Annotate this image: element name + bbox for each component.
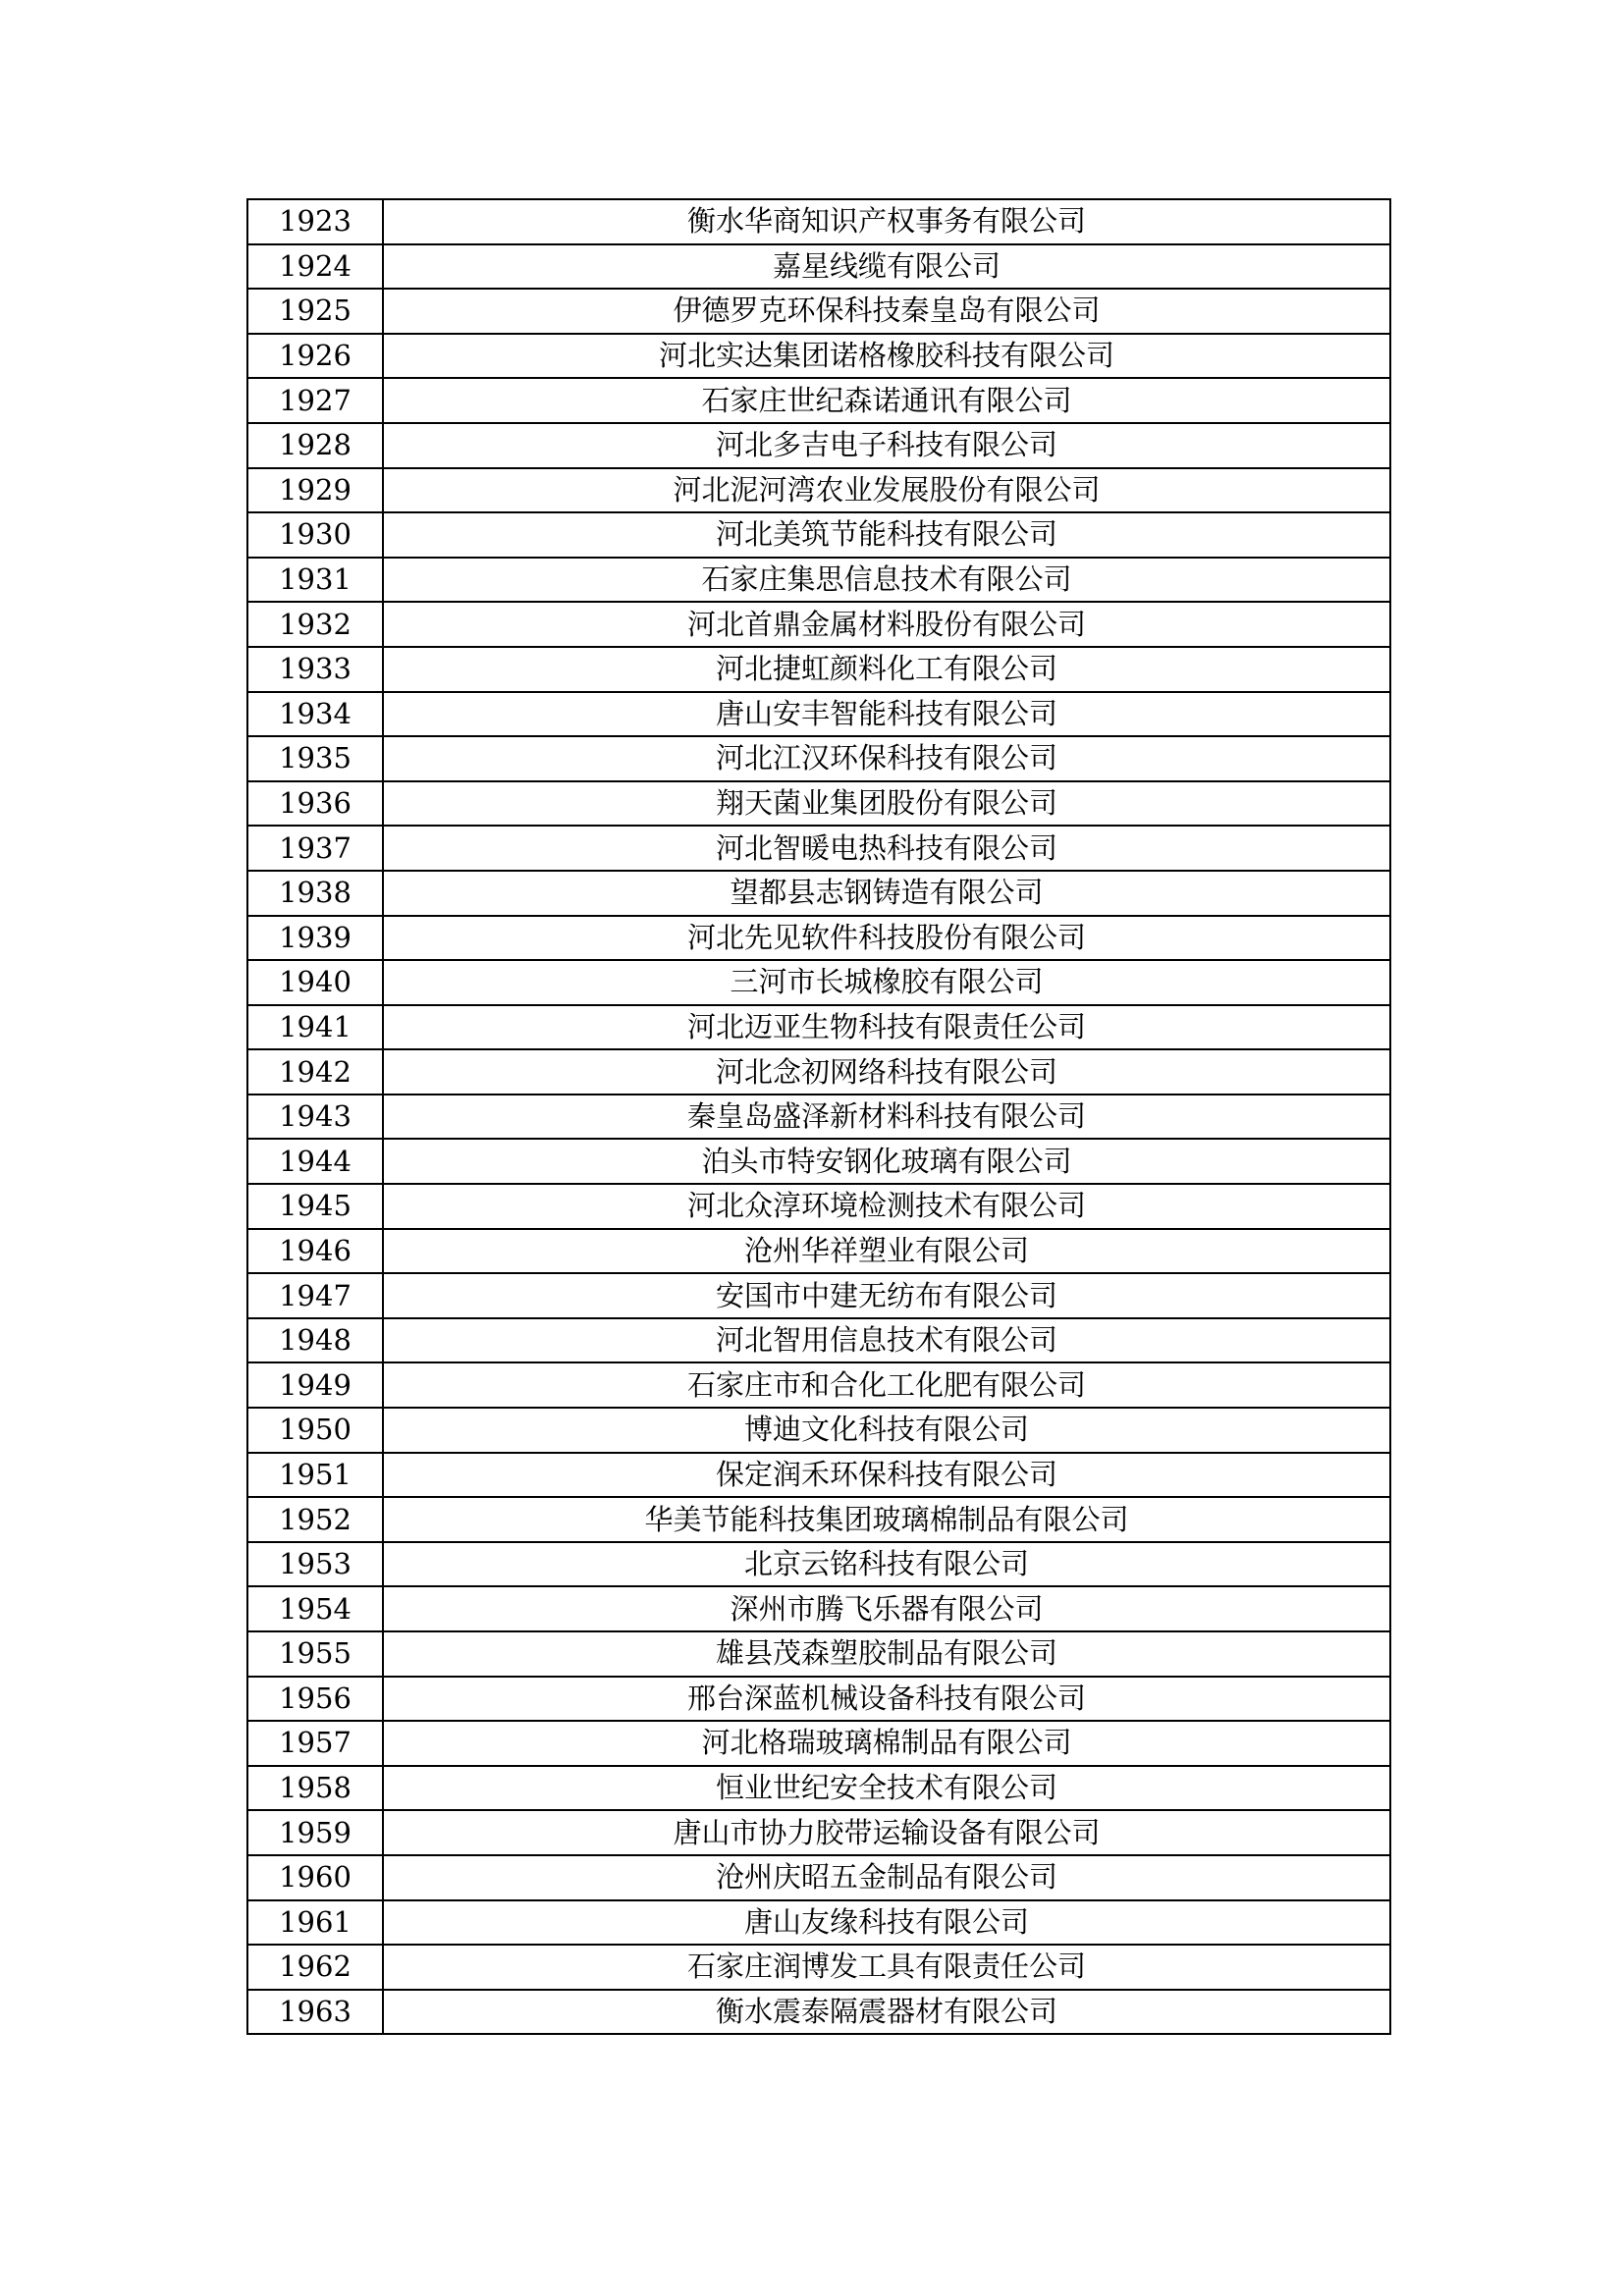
company-name-cell: 恒业世纪安全技术有限公司 (383, 1766, 1390, 1811)
row-number-cell: 1945 (247, 1184, 383, 1229)
row-number-cell: 1936 (247, 781, 383, 827)
row-number-cell: 1939 (247, 916, 383, 961)
table-row (247, 1005, 1390, 1050)
company-name-cell: 华美节能科技集团玻璃棉制品有限公司 (383, 1497, 1390, 1542)
company-name-cell: 河北捷虹颜料化工有限公司 (383, 647, 1390, 692)
table-row (247, 1497, 1390, 1542)
table-row (247, 334, 1390, 379)
company-name-cell: 河北念初网络科技有限公司 (383, 1049, 1390, 1095)
table-row (247, 512, 1390, 558)
table-row (247, 1362, 1390, 1408)
row-number-cell: 1963 (247, 1990, 383, 2035)
row-number-cell: 1924 (247, 244, 383, 290)
row-number-cell: 1925 (247, 289, 383, 334)
row-number-cell: 1928 (247, 423, 383, 468)
company-name-cell: 石家庄集思信息技术有限公司 (383, 558, 1390, 603)
company-name-cell: 唐山市协力胶带运输设备有限公司 (383, 1810, 1390, 1855)
row-number-cell: 1940 (247, 960, 383, 1005)
row-number-cell: 1930 (247, 512, 383, 558)
table-row (247, 1945, 1390, 1990)
row-number-cell: 1929 (247, 468, 383, 513)
table-row (247, 1721, 1390, 1766)
table-row (247, 1229, 1390, 1274)
company-name-cell: 河北智暖电热科技有限公司 (383, 826, 1390, 871)
company-name-cell: 河北迈亚生物科技有限责任公司 (383, 1005, 1390, 1050)
company-table-body (247, 199, 1390, 2034)
company-name-cell: 石家庄世纪森诺通讯有限公司 (383, 378, 1390, 423)
table-row (247, 423, 1390, 468)
company-name-cell: 翔天菌业集团股份有限公司 (383, 781, 1390, 827)
company-name-cell: 河北众淳环境检测技术有限公司 (383, 1184, 1390, 1229)
row-number-cell: 1957 (247, 1721, 383, 1766)
row-number-cell: 1962 (247, 1945, 383, 1990)
row-number-cell: 1950 (247, 1408, 383, 1453)
company-name-cell: 衡水震泰隔震器材有限公司 (383, 1990, 1390, 2035)
row-number-cell: 1954 (247, 1586, 383, 1631)
row-number-cell: 1949 (247, 1362, 383, 1408)
company-name-cell: 河北先见软件科技股份有限公司 (383, 916, 1390, 961)
table-row (247, 199, 1390, 244)
table-row (247, 736, 1390, 781)
company-name-cell: 安国市中建无纺布有限公司 (383, 1273, 1390, 1318)
row-number-cell: 1941 (247, 1005, 383, 1050)
company-name-cell: 河北泥河湾农业发展股份有限公司 (383, 468, 1390, 513)
company-name-cell: 沧州华祥塑业有限公司 (383, 1229, 1390, 1274)
company-name-cell: 伊德罗克环保科技秦皇岛有限公司 (383, 289, 1390, 334)
company-name-cell: 雄县茂森塑胶制品有限公司 (383, 1631, 1390, 1677)
company-name-cell: 河北智用信息技术有限公司 (383, 1318, 1390, 1363)
table-row (247, 1408, 1390, 1453)
company-name-cell: 邢台深蓝机械设备科技有限公司 (383, 1677, 1390, 1722)
company-name-cell: 三河市长城橡胶有限公司 (383, 960, 1390, 1005)
row-number-cell: 1938 (247, 871, 383, 916)
table-row (247, 826, 1390, 871)
table-row (247, 1631, 1390, 1677)
table-row (247, 1453, 1390, 1498)
row-number-cell: 1932 (247, 602, 383, 647)
row-number-cell: 1946 (247, 1229, 383, 1274)
table-row (247, 960, 1390, 1005)
row-number-cell: 1960 (247, 1855, 383, 1900)
table-row (247, 289, 1390, 334)
row-number-cell: 1953 (247, 1542, 383, 1587)
row-number-cell: 1931 (247, 558, 383, 603)
row-number-cell: 1942 (247, 1049, 383, 1095)
table-row (247, 602, 1390, 647)
company-name-cell: 保定润禾环保科技有限公司 (383, 1453, 1390, 1498)
row-number-cell: 1952 (247, 1497, 383, 1542)
company-name-cell: 唐山安丰智能科技有限公司 (383, 692, 1390, 737)
row-number-cell: 1927 (247, 378, 383, 423)
table-row (247, 1273, 1390, 1318)
company-name-cell: 唐山友缘科技有限公司 (383, 1900, 1390, 1946)
row-number-cell: 1935 (247, 736, 383, 781)
row-number-cell: 1943 (247, 1095, 383, 1140)
row-number-cell: 1947 (247, 1273, 383, 1318)
table-row (247, 692, 1390, 737)
table-row (247, 1766, 1390, 1811)
table-row (247, 244, 1390, 290)
table-row (247, 468, 1390, 513)
row-number-cell: 1944 (247, 1139, 383, 1184)
table-row (247, 1095, 1390, 1140)
company-name-cell: 深州市腾飞乐器有限公司 (383, 1586, 1390, 1631)
row-number-cell: 1961 (247, 1900, 383, 1946)
company-table (246, 198, 1391, 2035)
company-name-cell: 石家庄市和合化工化肥有限公司 (383, 1362, 1390, 1408)
table-row (247, 558, 1390, 603)
row-number-cell: 1923 (247, 199, 383, 244)
table-row (247, 378, 1390, 423)
table-row (247, 1855, 1390, 1900)
company-name-cell: 河北首鼎金属材料股份有限公司 (383, 602, 1390, 647)
company-name-cell: 河北多吉电子科技有限公司 (383, 423, 1390, 468)
table-row (247, 1677, 1390, 1722)
row-number-cell: 1937 (247, 826, 383, 871)
company-name-cell: 秦皇岛盛泽新材料科技有限公司 (383, 1095, 1390, 1140)
row-number-cell: 1948 (247, 1318, 383, 1363)
row-number-cell: 1958 (247, 1766, 383, 1811)
table-row (247, 1318, 1390, 1363)
company-name-cell: 北京云铭科技有限公司 (383, 1542, 1390, 1587)
row-number-cell: 1926 (247, 334, 383, 379)
company-name-cell: 衡水华商知识产权事务有限公司 (383, 199, 1390, 244)
table-row (247, 916, 1390, 961)
row-number-cell: 1956 (247, 1677, 383, 1722)
company-name-cell: 河北格瑞玻璃棉制品有限公司 (383, 1721, 1390, 1766)
company-name-cell: 泊头市特安钢化玻璃有限公司 (383, 1139, 1390, 1184)
company-name-cell: 河北美筑节能科技有限公司 (383, 512, 1390, 558)
company-name-cell: 河北实达集团诺格橡胶科技有限公司 (383, 334, 1390, 379)
row-number-cell: 1959 (247, 1810, 383, 1855)
row-number-cell: 1951 (247, 1453, 383, 1498)
company-name-cell: 嘉星线缆有限公司 (383, 244, 1390, 290)
table-row (247, 1139, 1390, 1184)
company-name-cell: 石家庄润博发工具有限责任公司 (383, 1945, 1390, 1990)
table-row (247, 1542, 1390, 1587)
company-name-cell: 望都县志钢铸造有限公司 (383, 871, 1390, 916)
table-row (247, 647, 1390, 692)
table-row (247, 1810, 1390, 1855)
table-row (247, 871, 1390, 916)
company-name-cell: 沧州庆昭五金制品有限公司 (383, 1855, 1390, 1900)
company-name-cell: 博迪文化科技有限公司 (383, 1408, 1390, 1453)
row-number-cell: 1933 (247, 647, 383, 692)
table-row (247, 1900, 1390, 1946)
table-row (247, 781, 1390, 827)
table-row (247, 1990, 1390, 2035)
company-name-cell: 河北江汉环保科技有限公司 (383, 736, 1390, 781)
table-row (247, 1049, 1390, 1095)
row-number-cell: 1934 (247, 692, 383, 737)
row-number-cell: 1955 (247, 1631, 383, 1677)
table-row (247, 1586, 1390, 1631)
table-row (247, 1184, 1390, 1229)
